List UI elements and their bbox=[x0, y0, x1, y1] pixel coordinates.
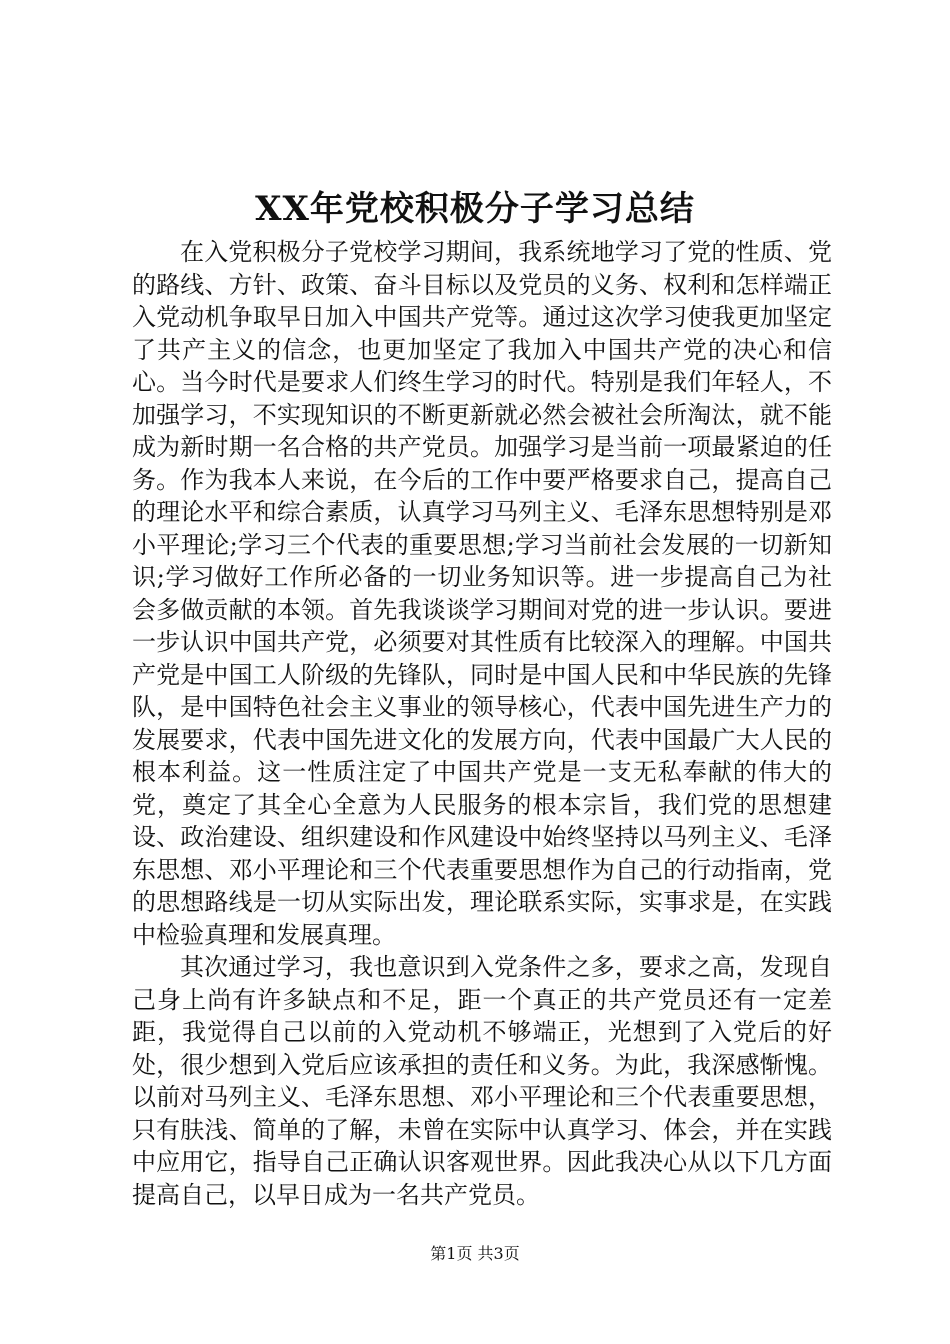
paragraph-1: 在入党积极分子党校学习期间，我系统地学习了党的性质、党的路线、方针、政策、奋斗目标以及党员的义务、权利和怎样端正入党动机争取早日加入中国共产党等。通过这次学习使我更加坚定了共产主义的信念，也更加坚定了我加入中国共产党的决心和信心。当今时代是要求人们终生学习的时代。特别是我们年轻人，不加强学习，不实现知识的不断更新就必然会被社会所淘汰，就不能成为新时期一名合格的共产党员。加强学习是当前一项最紧迫的任务。作为我本人来说，在今后的工作中要严格要求自己，提高自己的理论水平和综合素质，认真学习马列主义、毛泽东思想特别是邓小平理论;学习三个代表的重要思想;学习当前社会发展的一切新知识;学习做好工作所必备的一切业务知识等。进一步提高自己为社会多做贡献的本领。首先我谈谈学习期间对党的进一步认识。要进一步认识中国共产党，必须要对其性质有比较深入的理解。中国共产党是中国工人阶级的先锋队，同时是中国人民和中华民族的先锋队，是中国特色社会主义事业的领导核心，代表中国先进生产力的发展要求，代表中国先进文化的发展方向，代表中国最广大人民的根本利益。这一性质注定了中国共产党是一支无私奉献的伟大的党，奠定了其全心全意为人民服务的根本宗旨，我们党的思想建设、政治建设、组织建设和作风建设中始终坚持以马列主义、毛泽东思想、邓小平理论和三个代表重要思想作为自己的行动指南，党的思想路线是一切从实际出发，理论联系实际，实事求是，在实践中检验真理和发展真理。 bbox=[132, 238, 832, 949]
document-title: XX年党校积极分子学习总结 bbox=[255, 189, 695, 229]
document-body bbox=[132, 236, 832, 1211]
paragraph-2: 其次通过学习，我也意识到入党条件之多，要求之高，发现自己身上尚有许多缺点和不足，距一个真正的共产党员还有一定差距，我觉得自己以前的入党动机不够端正，光想到了入党后的好处，很少想到入党后应该承担的责任和义务。为此，我深感惭愧。以前对马列主义、毛泽东思想、邓小平理论和三个代表重要思想，只有肤浅、简单的了解，未曾在实际中认真学习、体会，并在实践中应用它，指导自己正确认识客观世界。因此我决心从以下几方面提高自己，以早日成为一名共产党员。 bbox=[132, 953, 832, 1209]
page-footer: 第1页 共3页 bbox=[430, 1244, 520, 1263]
